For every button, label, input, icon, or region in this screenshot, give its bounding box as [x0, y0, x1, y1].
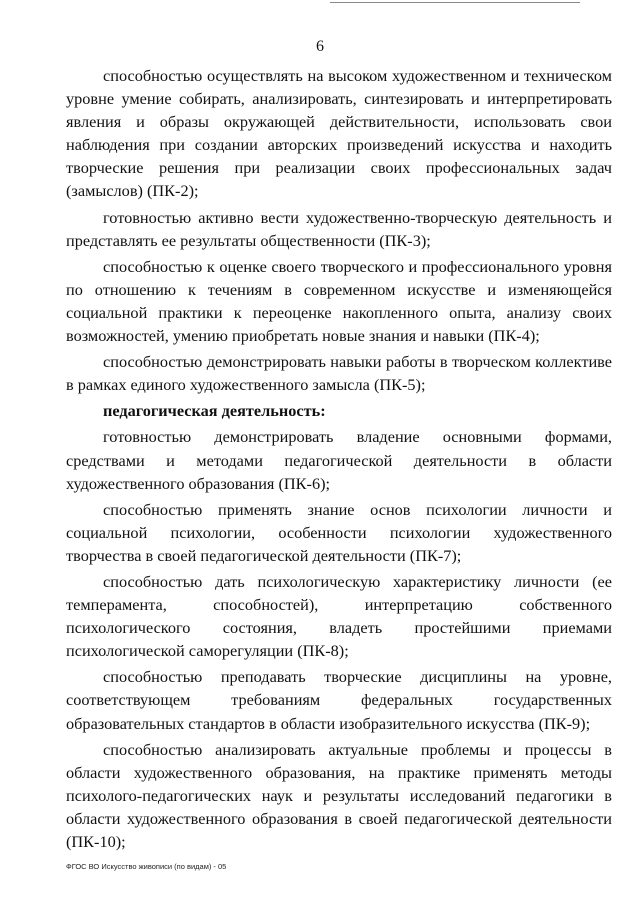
paragraph-pk8: способностью дать психологическую характеристику личности (ее темперамента, способностей), интерпретацию собственного психологического состояния, владеть простейшими приемами психологической саморегуляции (ПК-8); — [66, 571, 612, 661]
paragraph-pk3: готовностью активно вести художественно-творческую деятельность и представлять ее результаты общественности (ПК-3); — [66, 207, 612, 250]
paragraph-pk6: готовностью демонстрировать владение основными формами, средствами и методами педагогической деятельности в области художественного образования (ПК-6); — [66, 427, 612, 493]
paragraph-pk7: способностью применять знание основ психологии личности и социальной психологии, особенности психологии художественного творчества в своей педагогической деятельности (ПК-7); — [66, 499, 612, 565]
page-number: 6 — [316, 38, 324, 55]
paragraph-pk10: способностью анализировать актуальные проблемы и процессы в области художественного образования, на практике применять методы психолого-педагогических наук и результаты исследований педагогики в области художественного образования в своей педагогической деятельности (ПК-10); — [66, 739, 612, 851]
document-body — [66, 64, 612, 856]
paragraph-pk5: способностью демонстрировать навыки работы в творческом коллективе в рамках единого художественного замысла (ПК-5); — [66, 352, 612, 395]
section-heading-pedagogical: педагогическая деятельность: — [103, 401, 326, 421]
paragraph-pk4: способностью к оценке своего творческого и профессионального уровня по отношению к течениям в современном искусстве и изменяющейся социальной практики к переоценке накопленного опыта, анализу своих возможностей, умению приобретать новые знания и навыки (ПК-4); — [66, 256, 612, 346]
top-rule — [330, 2, 580, 3]
paragraph-pk9: способностью преподавать творческие дисциплины на уровне, соответствующем требованиям федеральных государственных образовательных стандартов в области изобразительного искусства (ПК-9); — [66, 667, 612, 733]
document-footer: ФГОС ВО Искусство живописи (по видам) - 05 — [66, 862, 227, 871]
paragraph-pk2: способностью осуществлять на высоком художественном и техническом уровне умение собирать, анализировать, синтезировать и интерпретировать явления и образы окружающей действительности, использовать свои наблюдения при создании авторских произведений искусства и находить творческие решения при реализации своих профессиональных задач (замыслов) (ПК-2); — [66, 66, 612, 201]
